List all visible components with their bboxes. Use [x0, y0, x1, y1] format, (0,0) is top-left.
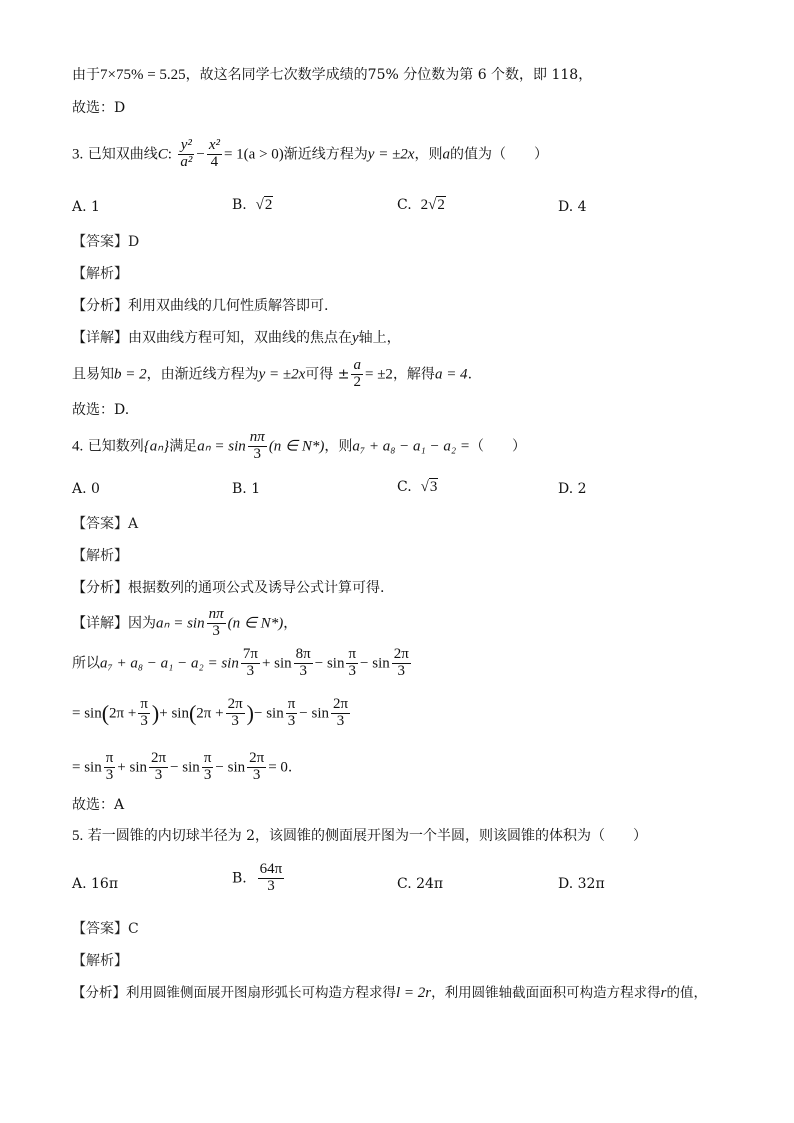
detail-text: 【详解】因为aₙ = sin $\frac{n\pi}{3}$ (n ∈ N*)，: [72, 606, 298, 639]
option-c: C. √3: [397, 479, 438, 495]
option-a: A. 16π: [72, 876, 119, 892]
option-d: D. 32π: [558, 876, 605, 892]
analysis-text: 【分析】根据数列的通项公式及诱导公式计算可得.: [72, 580, 385, 596]
math-var: C: [157, 146, 168, 163]
option-d: D. 4: [558, 199, 587, 215]
answer-line: 故选：D.: [72, 402, 130, 418]
fraction: $\frac{a}{2}$: [353, 357, 361, 390]
option-c: C. 2√2: [397, 197, 445, 213]
fraction: $\frac{2\pi}{3}$: [249, 750, 265, 783]
math-expr: 7×75% = 5.25: [100, 67, 186, 83]
text: 渐近线方程为: [283, 146, 368, 163]
answer-line: [72, 101, 125, 115]
question-number: 3.: [72, 146, 84, 163]
analysis-label: 【解析】: [72, 266, 128, 282]
fraction: $\frac{64\pi}{3}$: [259, 861, 283, 894]
question-5: 5. 若一圆锥的内切球半径为 2，该圆锥的侧面展开图为一个半圆，则该圆锥的体积为（ ）: [72, 828, 648, 844]
option-b: B. $\frac{64\pi}{3}$: [232, 861, 283, 894]
fraction: $\frac{\text{x²}}{4}$: [208, 137, 220, 170]
option-b: B. √2: [232, 197, 273, 213]
fraction: $\frac{\pi}{3}$: [140, 696, 148, 729]
text: ，则: [414, 146, 443, 163]
math-expr: = 1(a > 0): [223, 146, 284, 163]
analysis-label: 【解析】: [72, 953, 128, 969]
calc-line: = sin(2π + $\frac{\pi}{3}$ )+ sin(2π + $\frac{2\pi}{3}$ )− sin $\frac{\pi}{3}$ − sin $\frac{2\pi}{3}$: [72, 696, 349, 729]
answer-line: 故选：A: [72, 797, 125, 813]
answer-label: 【答案】C: [72, 921, 139, 937]
question-4: 4. 已知数列{aₙ}满足aₙ = sin $\frac{n\pi}{3}$ (n ∈ N*)，则a₇ + a₈ − a₁ − a₂ =（ ）: [72, 429, 526, 462]
text: 的值为（ ）: [449, 146, 548, 163]
text: 故选：D: [72, 100, 126, 116]
option-b: B. 1: [232, 481, 261, 497]
fraction: $\frac{n\pi}{3}$: [249, 429, 265, 462]
calc-line: 所以a₇ + a₈ − a₁ − a₂ = sin $\frac{7\pi}{3}$ + sin $\frac{8\pi}{3}$ − sin $\frac{\pi}{3}$ − sin $\frac{2\pi}{3}$: [72, 646, 409, 679]
fraction: $\frac{8\pi}{3}$: [295, 646, 311, 679]
fraction: $\frac{n\pi}{3}$: [208, 606, 224, 639]
text: 已知双曲线: [87, 146, 158, 163]
fraction: $\frac{\pi}{3}$: [203, 750, 212, 783]
fraction: $\frac{2\pi}{3}$: [151, 750, 167, 783]
analysis-label: 【解析】: [72, 548, 128, 564]
option-a: A. 0: [72, 481, 100, 497]
fraction: $\frac{2\pi}{3}$: [227, 696, 243, 729]
option-c: C. 24π: [397, 876, 444, 892]
option-a: A. 1: [72, 199, 100, 215]
math-var: a: [442, 146, 450, 163]
text: 由于: [72, 67, 100, 83]
math-expr: y = ±2x: [367, 146, 415, 163]
option-d: D. 2: [558, 481, 587, 497]
fraction: $\frac{2\pi}{3}$: [333, 696, 349, 729]
text-line: [72, 68, 592, 83]
question-3: 3. 已知双曲线C: $\frac{\text{y²}}{\text{a²}}$ − $\frac{\text{x²}}{4}$ = 1(a > 0)渐近线方程为y = ±2x，则a的值为（ ）: [72, 137, 548, 170]
text: ，故这名同学七次数学成绩的75% 分位数为第 6 个数，即 118，: [185, 67, 593, 83]
fraction: $\frac{\pi}{3}$: [105, 750, 114, 783]
answer-label: 【答案】D: [72, 234, 140, 250]
fraction: $\frac{\text{y²}}{\text{a²}}$: [180, 137, 193, 170]
detail-text: 【详解】由双曲线方程可知，双曲线的焦点在y轴上，: [72, 330, 401, 346]
answer-label: 【答案】A: [72, 516, 139, 532]
fraction: $\frac{7\pi}{3}$: [242, 646, 258, 679]
analysis-text: 【分析】利用双曲线的几何性质解答即可.: [72, 298, 329, 314]
detail-text: 且易知b = 2，由渐近线方程为y = ±2x可得 ± $\frac{a}{2}$ = ±2，解得a = 4.: [72, 357, 473, 390]
fraction: $\frac{2\pi}{3}$: [393, 646, 409, 679]
fraction: $\frac{\pi}{3}$: [348, 646, 357, 679]
fraction: $\frac{\pi}{3}$: [287, 696, 296, 729]
calc-line: = sin $\frac{\pi}{3}$ + sin $\frac{2\pi}{3}$ − sin $\frac{\pi}{3}$ − sin $\frac{2\pi}{3}$ = 0.: [72, 750, 293, 783]
analysis-text: 【分析】利用圆锥侧面展开图扇形弧长可构造方程求得l = 2r，利用圆锥轴截面面积可构造方程求得r的值，: [72, 985, 707, 1001]
